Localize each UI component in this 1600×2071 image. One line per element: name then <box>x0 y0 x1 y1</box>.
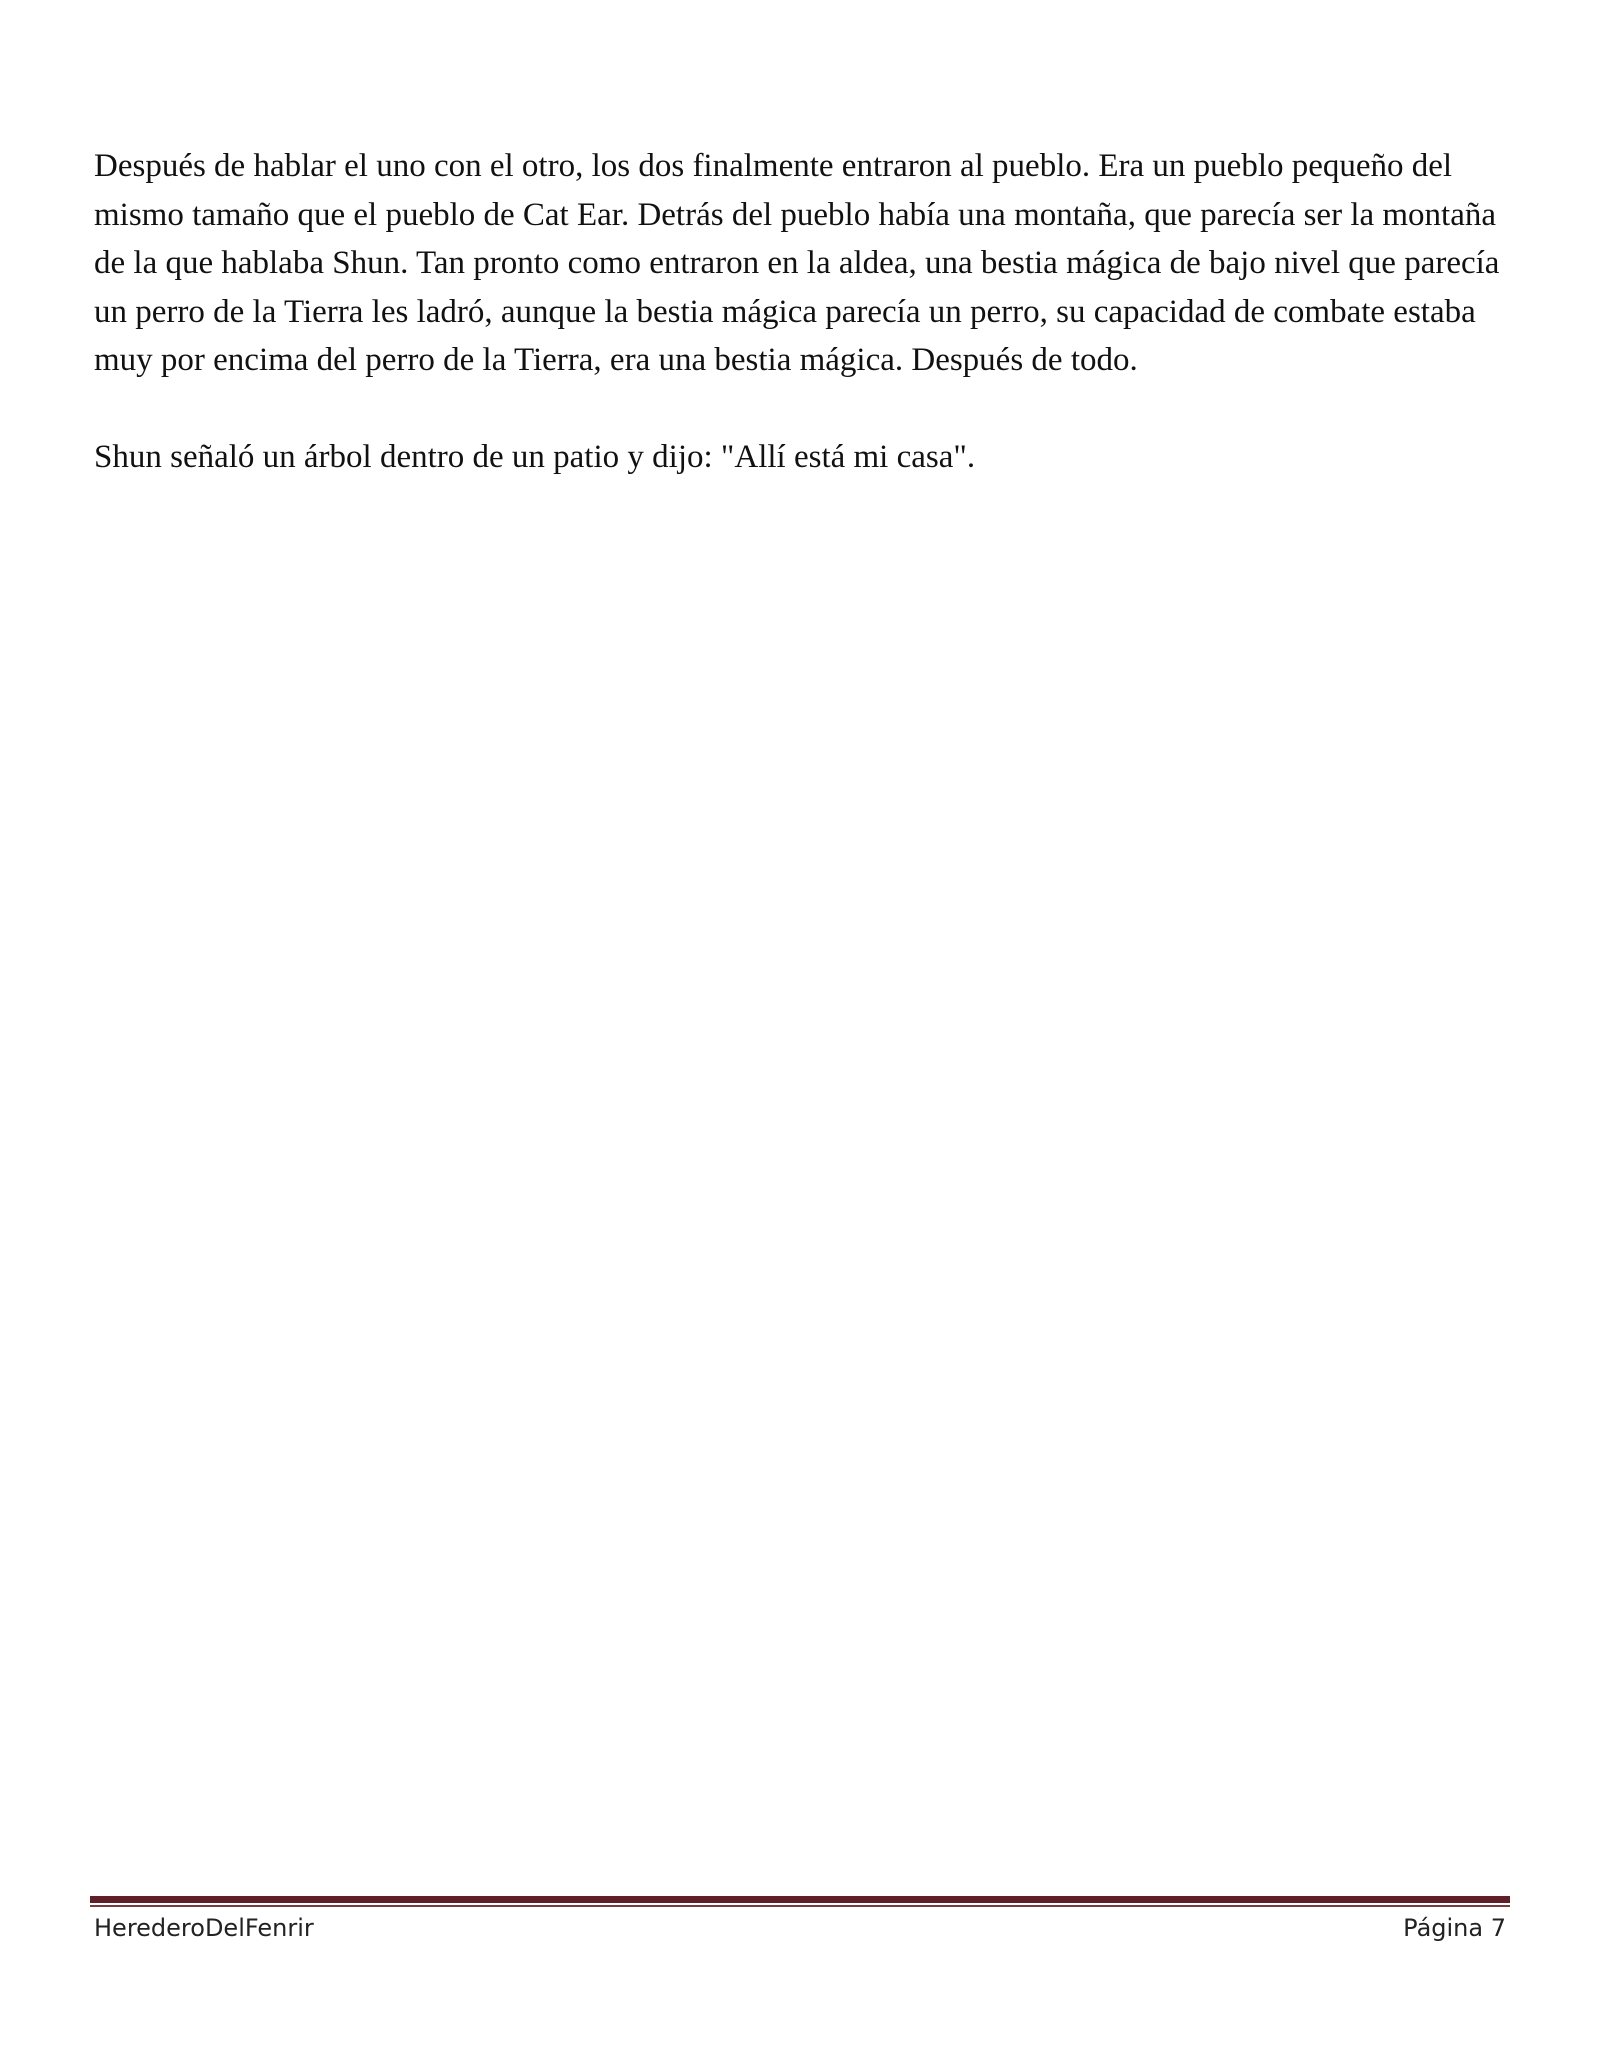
footer-rule <box>90 1896 1510 1907</box>
footer-page-number: Página 7 <box>1403 1914 1506 1942</box>
body-text <box>94 142 1514 529</box>
footer-rule-thick <box>90 1896 1510 1903</box>
footer-rule-thin <box>90 1905 1510 1907</box>
paragraph-2: Shun señaló un árbol dentro de un patio y dijo: "Allí está mi casa". <box>94 438 976 475</box>
footer-author: HerederoDelFenrir <box>94 1914 314 1942</box>
paragraph-1: Después de hablar el uno con el otro, los dos finalmente entraron al pueblo. Era un pueblo pequeño del mismo tamaño que el pueblo de Cat Ear. Detrás del pueblo había una montaña, que parecía ser la montaña de la que hablaba Shun. Tan pronto como entraron en la aldea, una bestia mágica de bajo nivel que parecía un perro de la Tierra les ladró, aunque la bestia mágica parecía un perro, su capacidad de combate estaba muy por encima del perro de la Tierra, era una bestia mágica. Después de todo. <box>94 148 1500 378</box>
